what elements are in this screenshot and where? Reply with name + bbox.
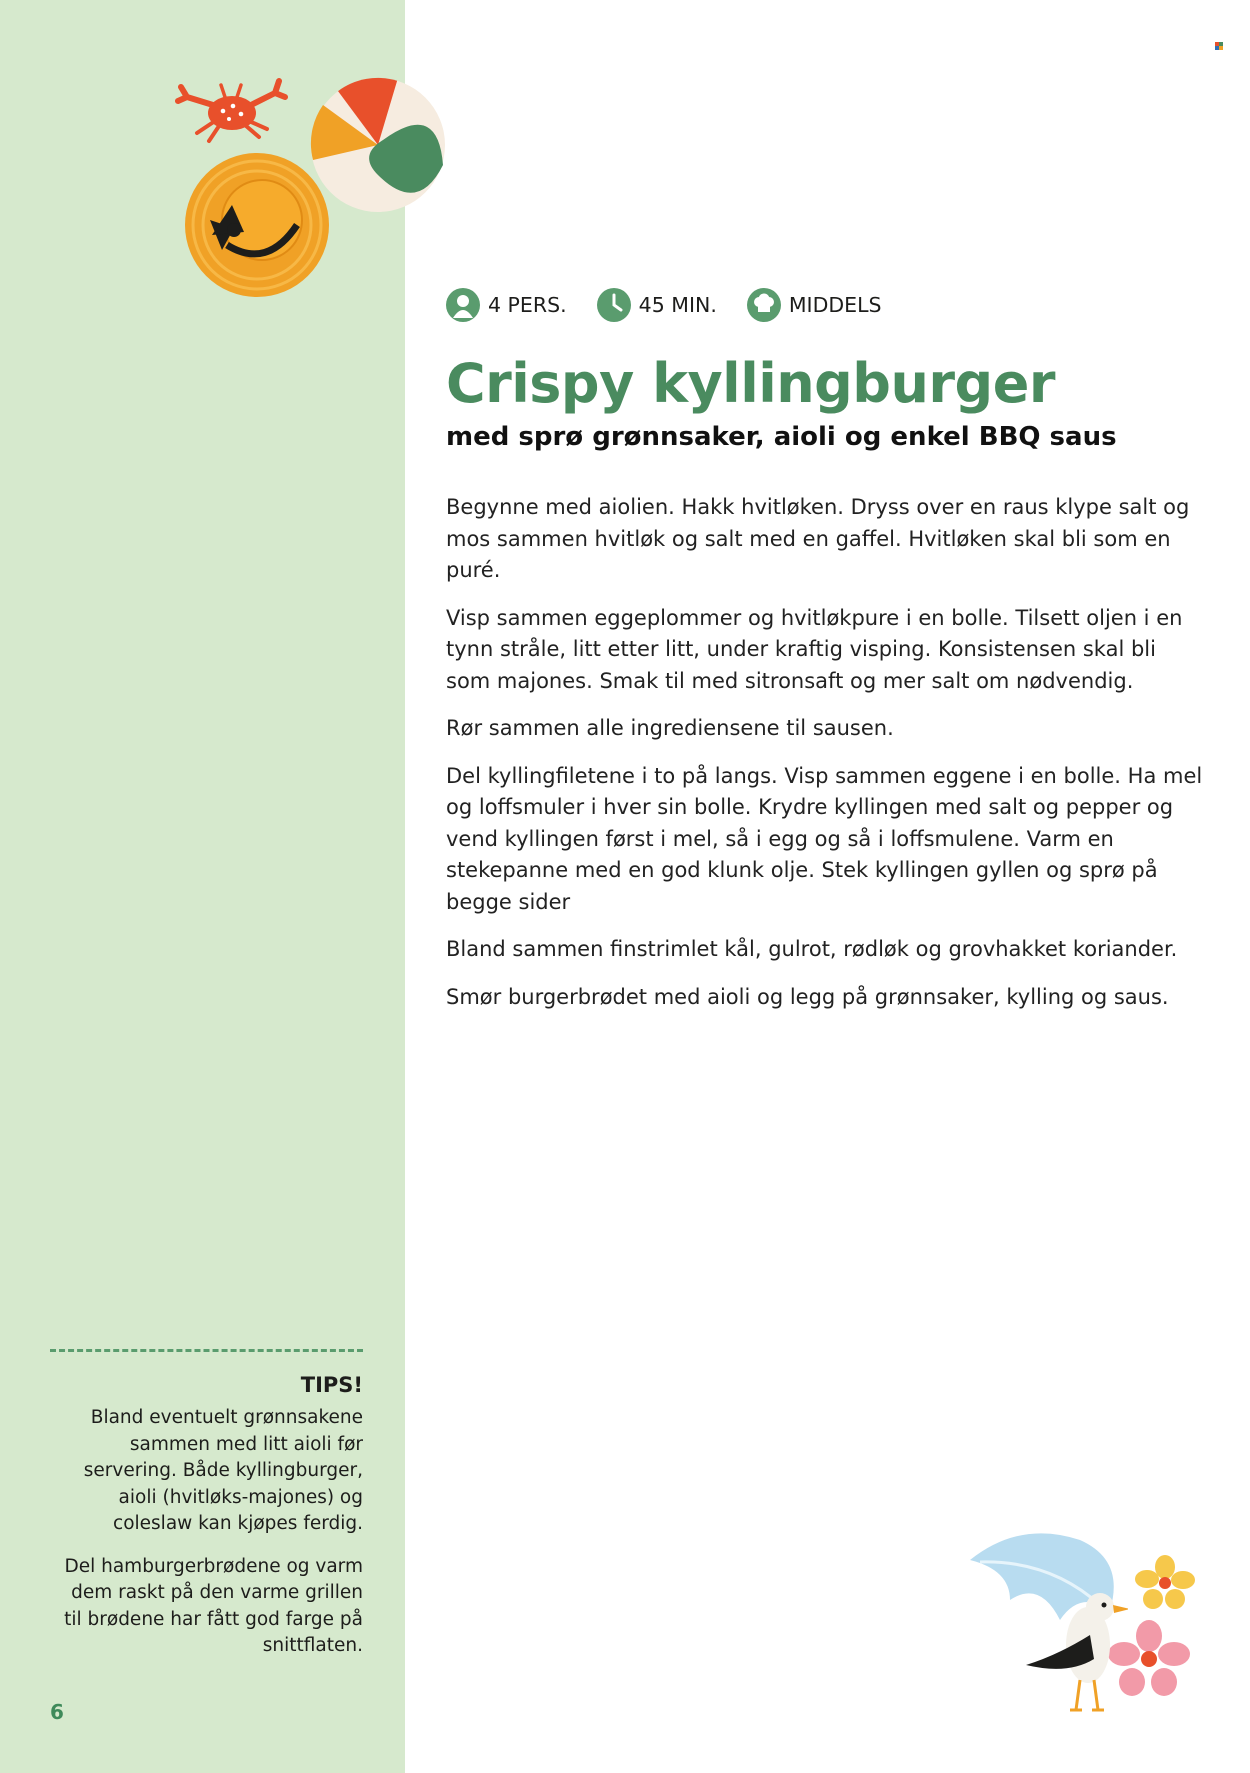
- servings-label: 4 PERS.: [488, 293, 567, 317]
- page-number: 6: [50, 1700, 64, 1724]
- difficulty-label: MIDDELS: [788, 293, 882, 317]
- step-paragraph: Visp sammen eggeplommer og hvitløkpure i en bolle. Tilsett oljen i en tynn stråle, litt etter litt, under kraftig visping. Konsistensen skal bli som majones. Smak til med sitronsaft og mer salt om nødvendig.: [446, 605, 1183, 693]
- tips-paragraph: Bland eventuelt grønnsakene sammen med litt aioli før servering. Både kyllingburger, aioli (hvitløks-majones) og coleslaw kan kjøpes ferdig.: [83, 1407, 363, 1534]
- flower-icon: [1135, 1555, 1195, 1610]
- seagull-icon: [1018, 1585, 1128, 1715]
- person-icon: [446, 288, 480, 322]
- crab-icon: [175, 75, 290, 150]
- recipe-subtitle: med sprø grønnsaker, aioli og enkel BBQ saus: [446, 422, 1117, 452]
- clock-icon: [597, 288, 631, 322]
- step-paragraph: Smør burgerbrødet med aioli og legg på grønnsaker, kylling og saus.: [446, 984, 1169, 1009]
- recipe-title: Crispy kyllingburger: [446, 352, 1055, 415]
- corner-mark: [1215, 35, 1223, 43]
- difficulty-meta: [747, 288, 882, 322]
- recipe-meta: [446, 288, 912, 322]
- step-paragraph: Begynne med aiolien. Hakk hvitløken. Dryss over en raus klype salt og mos sammen hvitløk og salt med en gaffel. Hvitløken skal bli som en puré.: [446, 495, 1190, 582]
- step-paragraph: Bland sammen finstrimlet kål, gulrot, rødløk og grovhakket koriander.: [446, 937, 1178, 961]
- tips-heading: TIPS!: [300, 1373, 363, 1397]
- divider: [50, 1349, 363, 1352]
- recipe-steps: [446, 492, 1206, 1029]
- tips-box: [60, 1373, 363, 1676]
- servings-meta: [446, 288, 567, 322]
- ingredients-sidebar: [0, 0, 405, 1773]
- tips-paragraph: Del hamburgerbrødene og varm dem raskt på den varme grillen til brødene har fått god farge på snittflaten.: [64, 1555, 363, 1656]
- step-paragraph: Del kyllingfiletene i to på langs. Visp sammen eggene i en bolle. Ha mel og loffsmuler i hver sin bolle. Krydre kyllingen med salt og pepper og vend kyllingen først i mel, så i egg og så i loffsmulene. Varm en stekepanne med en god klunk olje. Stek kyllingen gyllen og sprø på begge sider: [446, 763, 1203, 914]
- time-meta: [597, 288, 717, 322]
- beach-ball-icon: [308, 75, 448, 215]
- step-paragraph: Rør sammen alle ingrediensene til sausen.: [446, 716, 894, 740]
- chef-hat-icon: [747, 288, 781, 322]
- time-label: 45 MIN.: [638, 293, 717, 317]
